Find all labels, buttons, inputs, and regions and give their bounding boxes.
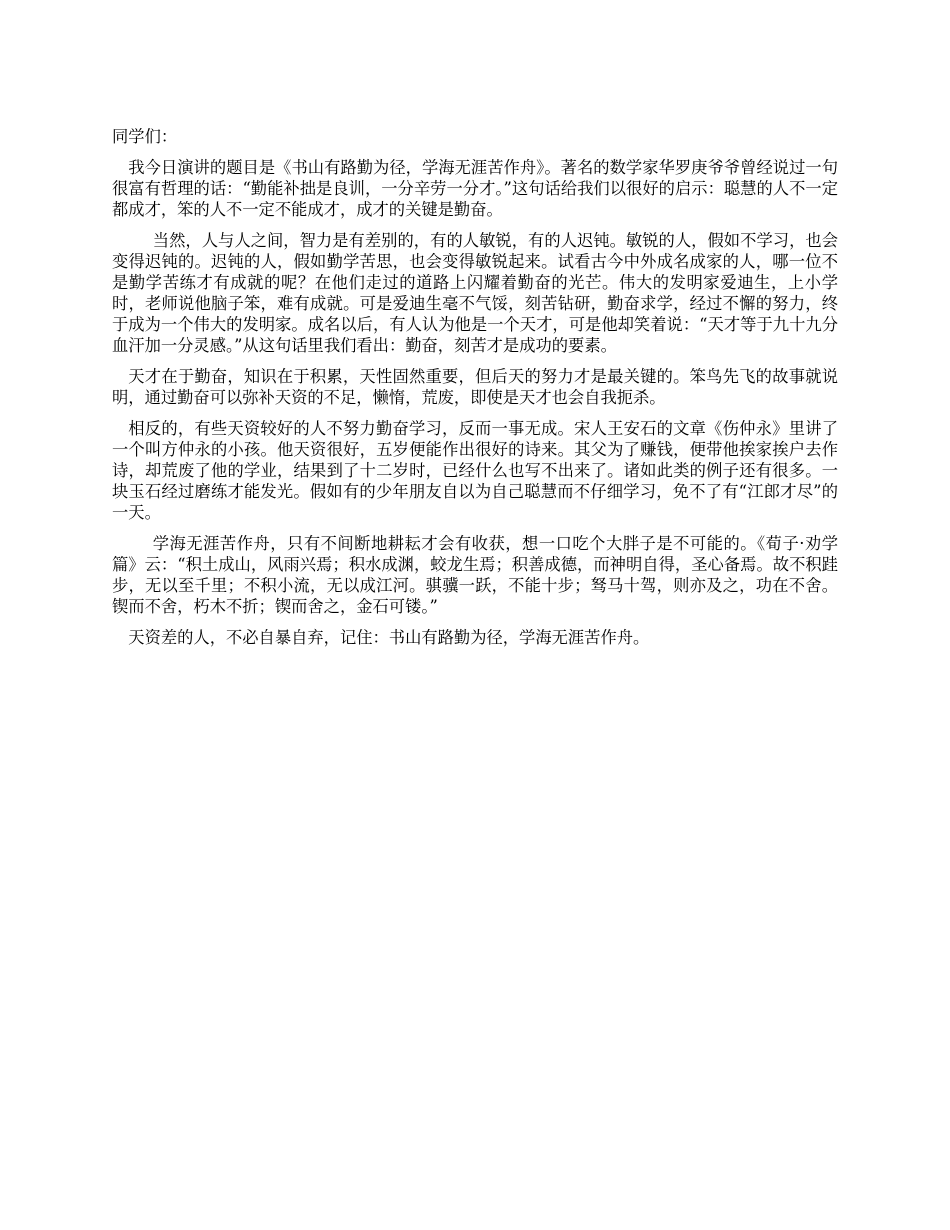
paragraph-intro: 我今日演讲的题目是《书山有路勤为径，学海无涯苦作舟》。著名的数学家华罗庚爷爷曾经说过一句很富有哲理的话：“勤能补拙是良训，一分辛劳一分才。”这句话给我们以很好的启示：聪慧的人不一定都成才，笨的人不一定不能成才，成才的关键是勤奋。 bbox=[112, 158, 838, 219]
paragraph-conclusion: 天资差的人，不必自暴自弃，记住：书山有路勤为径，学海无涯苦作舟。 bbox=[128, 628, 650, 647]
paragraph-xunzi: 学海无涯苦作舟，只有不间断地耕耘才会有收获，想一口吃个大胖子是不可能的。《荀子·劝学篇》云：“积土成山，风雨兴焉；积水成渊，蛟龙生焉；积善成德，而神明自得，圣心备焉。故不积跬步，无以至千里；不积小流，无以成江河。骐骥一跃，不能十步；驽马十驾，则亦及之，功在不舍。锲而不舍，朽木不折；锲而舍之，金石可镂。” bbox=[112, 534, 838, 616]
paragraph-diligence: 天才在于勤奋，知识在于积累，天性固然重要，但后天的努力才是最关键的。笨鸟先飞的故事就说明，通过勤奋可以弥补天资的不足，懒惰，荒废，即使是天才也会自我扼杀。 bbox=[112, 367, 838, 407]
document-body bbox=[112, 126, 838, 658]
greeting: 同学们： bbox=[112, 127, 178, 146]
paragraph-edison: 当然，人与人之间，智力是有差别的，有的人敏锐，有的人迟钝。敏锐的人，假如不学习，也会变得迟钝的。迟钝的人，假如勤学苦思，也会变得敏锐起来。试看古今中外成名成家的人，哪一位不是勤学苦练才有成就的呢？在他们走过的道路上闪耀着勤奋的光芒。伟大的发明家爱迪生，上小学时，老师说他脑子笨，难有成就。可是爱迪生毫不气馁，刻苦钻研，勤奋求学，经过不懈的努力，终于成为一个伟大的发明家。成名以后，有人认为他是一个天才，可是他却笑着说：“天才等于九十九分血汗加一分灵感。”从这句话里我们看出：勤奋，刻苦才是成功的要素。 bbox=[112, 231, 838, 355]
paragraph-zhongyong: 相反的，有些天资较好的人不努力勤奋学习，反而一事无成。宋人王安石的文章《伤仲永》里讲了一个叫方仲永的小孩。他天资很好，五岁便能作出很好的诗来。其父为了赚钱，便带他挨家挨户去作诗，却荒废了他的学业，结果到了十二岁时，已经什么也写不出来了。诸如此类的例子还有很多。一块玉石经过磨练才能发光。假如有的少年朋友自以为自己聪慧而不仔细学习，免不了有“江郎才尽”的一天。 bbox=[112, 419, 838, 522]
